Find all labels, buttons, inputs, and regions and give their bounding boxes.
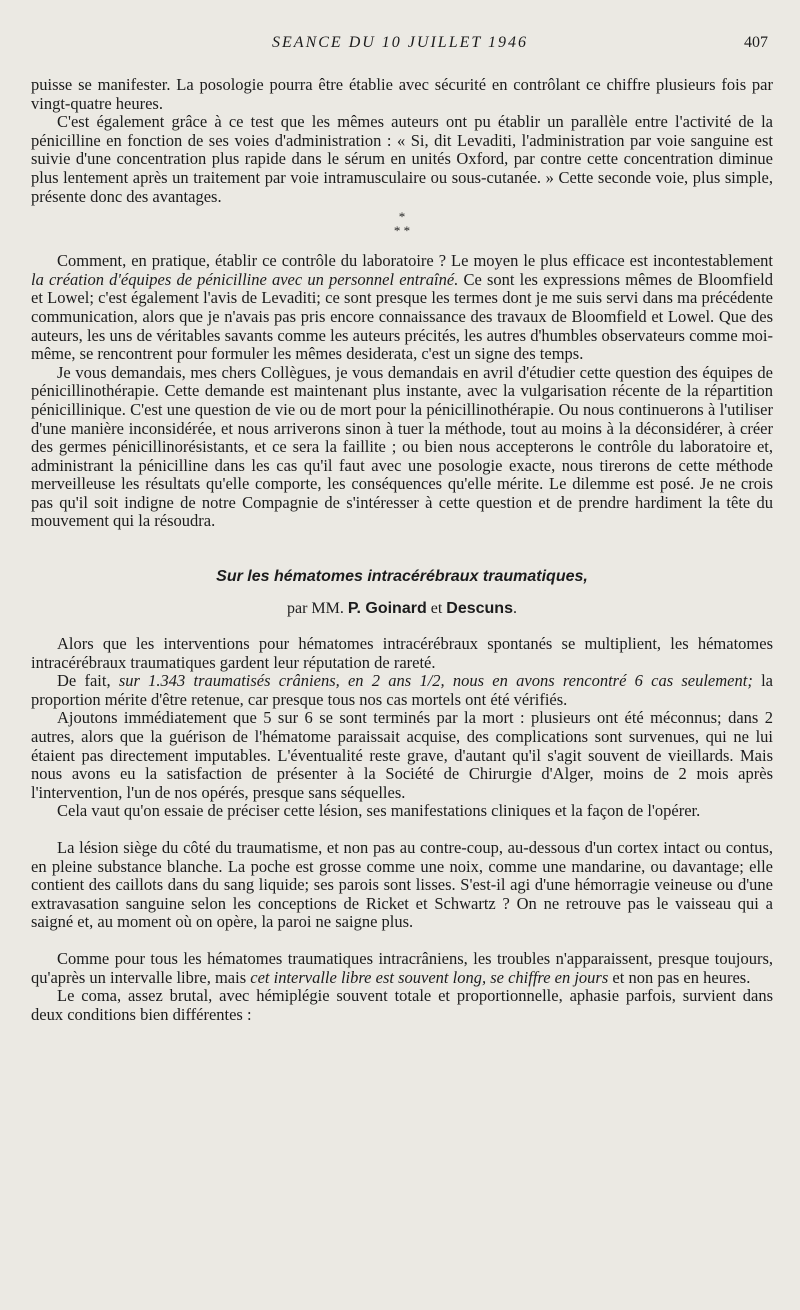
paragraph: Le coma, assez brutal, avec hémiplégie souvent totale et proportionnelle, aphasie parfois, survient dans deux conditions bien différentes : [31,986,773,1024]
byline-prefix: par MM. [287,600,348,618]
paragraph-text: Comme pour tous les hématomes traumatiques intracrâniens, les troubles n'apparaissent, presque toujours, qu'après un intervalle libre, mais [31,948,773,987]
paragraph-text: et non pas en heures. [608,967,751,987]
paragraph-text: la proportion mérite d'être retenue, car presque tous nos cas mortels ont été vérifiés. [31,671,773,709]
running-title: SEANCE DU 10 JUILLET 1946 [272,34,528,51]
page-number: 407 [744,34,768,51]
paragraph: C'est également grâce à ce test que les mêmes auteurs ont pu établir un parallèle entre l'activité de la pénicilline en fonction de ses voies d'administration : « Si, dit Levaditi, l'administration par voie sanguine est suivie d'une concentration plus rapide dans le sérum en unités Oxford, par contre cette concentration diminue plus lentement après un traitement par voie intramusculaire ou sous-cutanée. » Cette seconde voie, plus simple, présente donc des avantages. [31,112,773,206]
paragraph-continued: puisse se manifester. La posologie pourra être établie avec sécurité en contrôlant ce chiffre plusieurs fois par vingt-quatre heures. [31,75,773,113]
paragraph [31,672,773,709]
article-title: Sur les hématomes intracérébraux traumatiques, [216,568,588,586]
paragraph: Je vous demandais, mes chers Collègues, je vous demandais en avril d'étudier cette question des équipes de pénicillinothérapie. Cette demande est maintenant plus instante, avec la vulgarisation récente de la répartition pénicillinique. C'est une question de vie ou de mort pour la pénicillinothérapie. Ou nous continuerons à l'utiliser d'une manière inconsidérée, et nous arriverons sinon à tuer la méthode, tout au moins à la déconsidérer, à créer des germes pénicillinorésistants, et ce sera la faillite ; ou bien nous accepterons le contrôle du laboratoire et, administrant la pénicilline dans les cas qu'il faut avec une posologie exacte, nous tirerons de cette méthode merveilleuse les résultats qu'elle comporte, les conséquences qu'elle mérite. Le dilemme est posé. Je ne crois pas qu'il soit indigne de notre Compagnie de s'intéresser à cette question et de prendre hardiment la tête du mouvement qui la résoudra. [31,362,773,531]
paragraph [31,950,773,987]
asterism-separator [31,206,773,252]
byline-and: et [426,600,447,618]
byline-end: . [512,600,517,618]
paragraph: Ajoutons immédiatement que 5 sur 6 se sont terminés par la mort : plusieurs ont été méconnus; dans 2 autres, alors que la guérison de l'hématome paraissait acquise, des complications sont survenues, qui ne lui étaient pas directement imputables. L'éventualité reste grave, d'autant qu'il s'agit souvent de vieillards. Mais nous avons eu la satisfaction de présenter à la Société de Chirurgie d'Alger, moins de 2 mois après l'intervention, l'un de nos opérés, presque sans séquelles. [31,708,773,802]
author-name: P. Goinard [347,600,427,618]
paragraph-text: Comment, en pratique, établir ce contrôle du laboratoire ? Le moyen le plus efficace est incontestablement [57,251,773,271]
emphasis-text: cet intervalle libre est souvent long, se chiffre en jours [250,967,609,987]
page-body [31,76,773,1024]
author-name: Descuns [446,600,513,618]
paragraph: Cela vaut qu'on essaie de préciser cette lésion, ses manifestations cliniques et la façon de l'opérer. [57,801,701,821]
paragraph [31,252,773,364]
asterism-bottom: * * [393,223,411,239]
paragraph-text: Ce sont les expressions mêmes de Bloomfield et Lowel; c'est également l'avis de Levaditi; ce sont presque les termes dont je me suis servi dans ma précédente communication, alors que je n'avais pas pris encore connaissance des travaux de Bloomfield et Lowel. Que des auteurs, les uns de véritables savants comme les auteurs précités, les autres d'humbles observateurs comme moi-même, se rencontrent pour formuler les mêmes desiderata, c'est un signe des temps. [31,269,774,364]
paragraph-text: De fait, [57,671,119,691]
page-header [0,34,800,58]
asterism-top: * [398,209,406,225]
paragraph: La lésion siège du côté du traumatisme, et non pas au contre-coup, au-dessous d'un cortex intact ou contus, en pleine substance blanche. La poche est grosse comme une noix, comme une mandarine, ou davantage; elle contient des caillots dans du sang liquide; ses parois sont lisses. S'est-il agi d'une hémorragie veineuse ou d'une extravasation sanguine selon les conceptions de Ricket et Schwartz ? On ne retrouve pas le vaisseau qui a saigné et, au moment où on opère, la paroi ne saigne plus. [31,838,773,932]
emphasis-text: sur 1.343 traumatisés crâniens, en 2 ans 1/2, nous en avons rencontré 6 cas seulement; [118,671,753,691]
paragraph: Alors que les interventions pour hématomes intracérébraux spontanés se multiplient, les hématomes intracérébraux traumatiques gardent leur réputation de rareté. [31,634,773,672]
emphasis-text: la création d'équipes de pénicilline avec un personnel entraîné. [31,269,459,289]
article-byline [31,599,773,619]
